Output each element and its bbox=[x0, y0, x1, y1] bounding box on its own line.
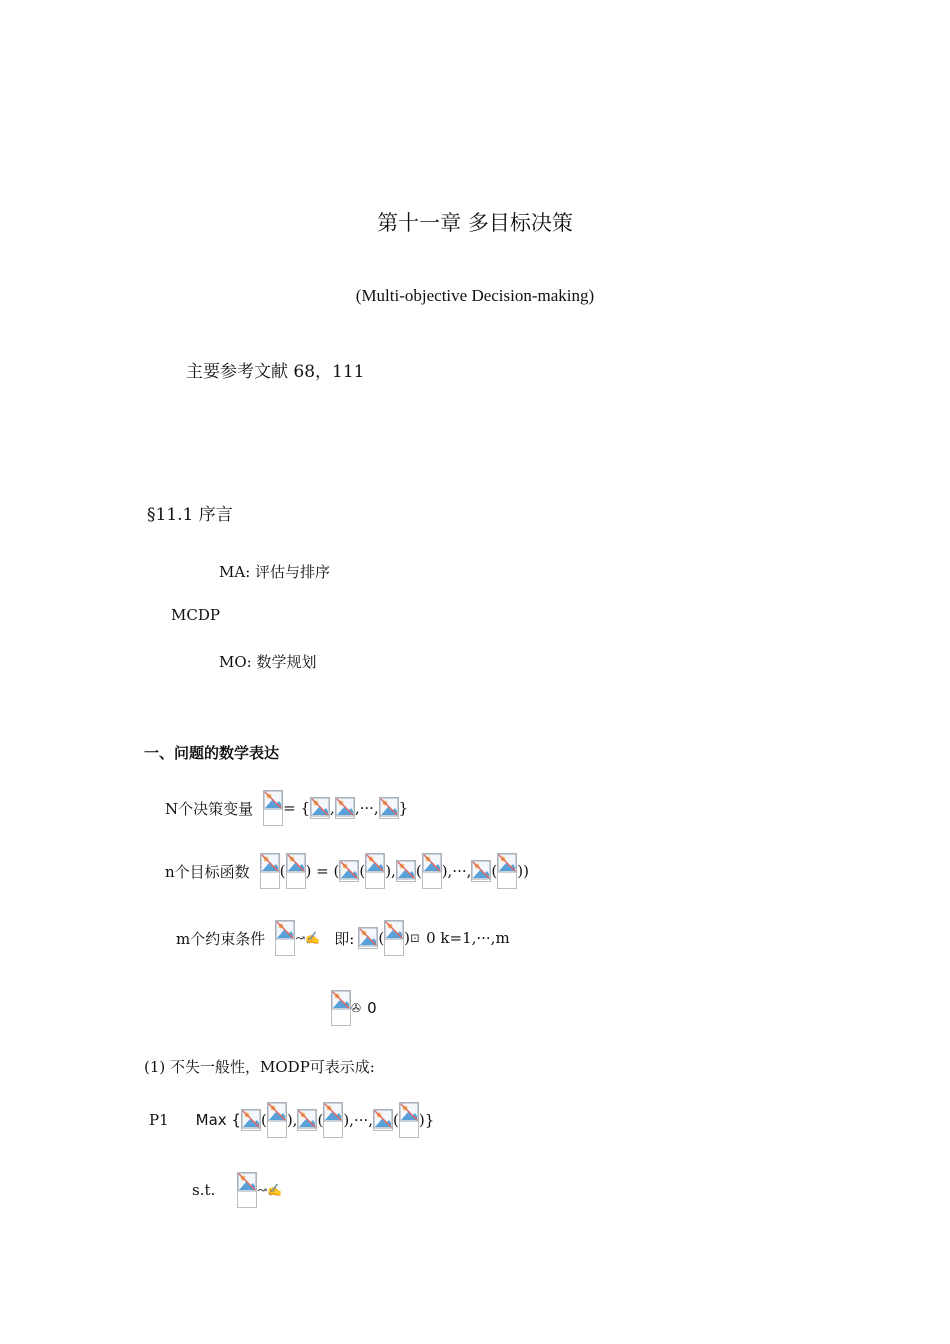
picture-icon bbox=[339, 860, 359, 880]
st-label: s.t. bbox=[192, 1181, 216, 1199]
max-text: Max { bbox=[195, 1111, 241, 1129]
wingding-symbol: ↝ bbox=[295, 931, 306, 945]
paren-text: ( bbox=[491, 862, 498, 880]
picture-icon bbox=[297, 1109, 317, 1129]
paren-text: ),···, bbox=[441, 862, 472, 880]
picture-icon bbox=[241, 1109, 261, 1129]
broken-image-icon bbox=[471, 860, 491, 882]
picture-icon bbox=[263, 790, 283, 810]
broken-image-icon bbox=[384, 920, 404, 956]
chapter-subtitle: (Multi-objective Decision-making) bbox=[355, 286, 595, 305]
objective-functions-label: n个目标函数 bbox=[165, 862, 250, 881]
ma-line: MA: 评估与排序 bbox=[219, 563, 331, 581]
mcdp-line: MCDP bbox=[171, 606, 220, 624]
ie-text: 即: bbox=[334, 929, 355, 948]
mo-line: MO: 数学规划 bbox=[219, 653, 317, 671]
paren-text: ( bbox=[359, 862, 366, 880]
paren-text: ( bbox=[317, 1111, 324, 1129]
wingding-symbol: ✍ bbox=[267, 1183, 283, 1197]
broken-image-icon bbox=[331, 990, 351, 1026]
broken-image-icon bbox=[267, 1102, 287, 1138]
paren-text: ( bbox=[393, 1111, 399, 1129]
broken-image-icon bbox=[286, 853, 306, 889]
references-line: 主要参考文献 68，111 bbox=[186, 362, 365, 382]
section-heading: §11.1 序言 bbox=[147, 505, 233, 525]
close-brace-text: )} bbox=[418, 1111, 435, 1129]
paren-text: ( bbox=[279, 862, 286, 880]
wingding-symbol: ✇ bbox=[351, 1001, 362, 1015]
wingding-symbol: ↝ bbox=[257, 1183, 268, 1197]
paren-text: ( bbox=[260, 1111, 267, 1129]
equals-text: = { bbox=[283, 799, 311, 817]
broken-image-icon bbox=[310, 797, 330, 819]
constraints-label: m个约束条件 bbox=[176, 929, 266, 948]
broken-image-icon bbox=[422, 853, 442, 889]
broken-image-icon bbox=[297, 1109, 317, 1131]
constraints-row bbox=[176, 920, 510, 956]
separator-text: , bbox=[330, 799, 335, 817]
picture-icon bbox=[331, 990, 351, 1010]
broken-image-icon bbox=[275, 920, 295, 956]
p1-row bbox=[149, 1102, 434, 1138]
broken-image-icon bbox=[396, 860, 416, 882]
broken-image-icon bbox=[339, 860, 359, 882]
paren-text: ( bbox=[378, 929, 385, 947]
broken-image-icon bbox=[379, 797, 399, 819]
picture-icon bbox=[310, 797, 330, 817]
paren-text: ) bbox=[404, 929, 411, 947]
picture-icon bbox=[379, 797, 399, 817]
nonnegativity-rhs-text: 0 bbox=[367, 999, 377, 1017]
broken-image-icon bbox=[365, 853, 385, 889]
paren-text: ), bbox=[385, 862, 396, 880]
picture-icon bbox=[365, 853, 385, 873]
paren-text: ),···, bbox=[343, 1111, 374, 1129]
wingding-symbol: ⊡ bbox=[410, 931, 421, 945]
picture-icon bbox=[384, 920, 404, 940]
decision-variables-label: N个决策变量 bbox=[165, 799, 254, 818]
picture-icon bbox=[286, 853, 306, 873]
broken-image-icon bbox=[241, 1109, 261, 1131]
close-brace-text: } bbox=[398, 799, 409, 817]
broken-image-icon bbox=[237, 1172, 257, 1208]
picture-icon bbox=[335, 797, 355, 817]
broken-image-icon bbox=[373, 1109, 393, 1131]
st-row bbox=[192, 1172, 282, 1208]
broken-image-icon bbox=[323, 1102, 343, 1138]
picture-icon bbox=[422, 853, 442, 873]
objective-functions-row bbox=[165, 853, 529, 889]
picture-icon bbox=[237, 1172, 257, 1192]
picture-icon bbox=[267, 1102, 287, 1122]
picture-icon bbox=[399, 1102, 419, 1122]
chapter-title: 第十一章 多目标决策 bbox=[377, 211, 573, 235]
wingding-symbol: ✍ bbox=[305, 931, 321, 945]
general-form-line: (1) 不失一般性，MODP可表示成: bbox=[144, 1058, 375, 1076]
broken-image-icon bbox=[399, 1102, 419, 1138]
p1-label: P1 bbox=[149, 1111, 169, 1129]
picture-icon bbox=[471, 860, 491, 880]
decision-variables-row bbox=[165, 790, 408, 826]
picture-icon bbox=[373, 1109, 393, 1129]
close-paren-text: )) bbox=[517, 862, 529, 880]
picture-icon bbox=[396, 860, 416, 880]
broken-image-icon bbox=[260, 853, 280, 889]
picture-icon bbox=[260, 853, 280, 873]
paren-text: ( bbox=[415, 862, 422, 880]
broken-image-icon bbox=[263, 790, 283, 826]
broken-image-icon bbox=[358, 927, 378, 949]
paren-text: ), bbox=[286, 1111, 298, 1129]
picture-icon bbox=[497, 853, 517, 873]
picture-icon bbox=[323, 1102, 343, 1122]
problem-heading: 一、问题的数学表达 bbox=[144, 744, 280, 762]
broken-image-icon bbox=[335, 797, 355, 819]
picture-icon bbox=[358, 927, 378, 947]
nonnegativity-row bbox=[331, 990, 377, 1026]
constraint-rhs-text: 0 k=1,···,m bbox=[426, 929, 510, 947]
equals-text: ) = ( bbox=[305, 862, 340, 880]
broken-image-icon bbox=[497, 853, 517, 889]
separator-text: ,···, bbox=[354, 799, 379, 817]
picture-icon bbox=[275, 920, 295, 940]
